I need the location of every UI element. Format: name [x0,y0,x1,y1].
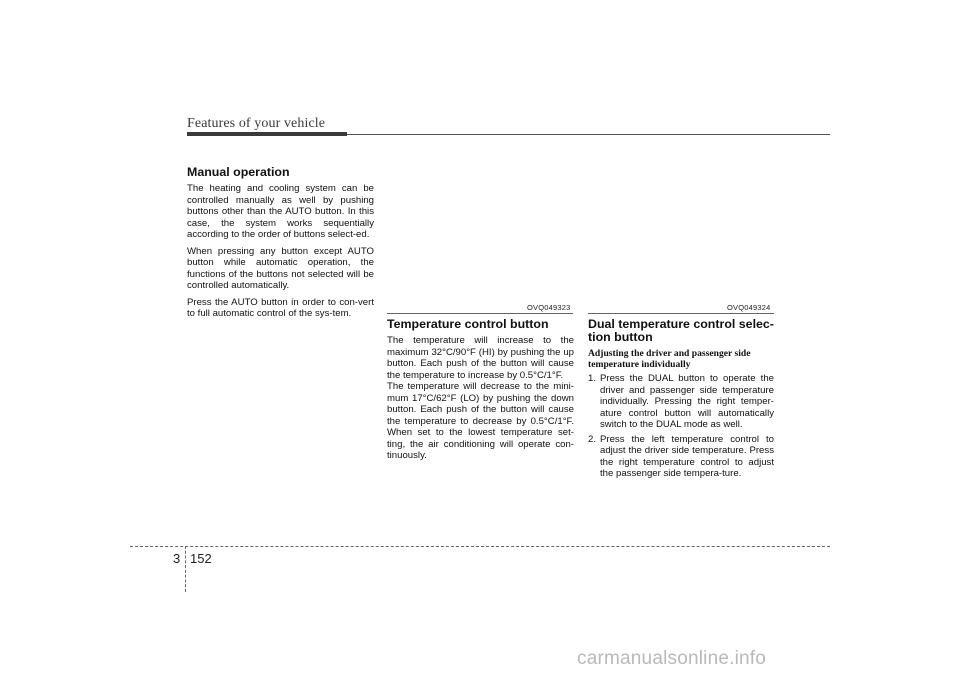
list-item-number: 2. [588,433,597,445]
figure-rule [387,313,573,314]
header-rule [347,134,830,135]
paragraph: Press the AUTO button in order to con-vert to full automatic control of the sys-tem. [187,296,374,319]
list-item-number: 1. [588,373,597,384]
heading-temperature-control: Temperature control button [387,317,549,331]
paragraph: When pressing any button except AUTO button while automatic operation, the functions of the buttons not selected will be controlled automatically. [187,245,374,291]
column-dual-temperature [588,318,774,483]
figure-code: OVQ049323 [527,303,571,312]
list-item [588,373,774,431]
column-manual-operation [187,166,374,325]
column-temperature-control [387,318,574,467]
paragraph: The temperature will increase to the maximum 32°C/90°F (HI) by pushing the up button. Each push of the button will cause the temperature to increase by 0.5°C/1°F. [387,335,574,381]
paragraph: The heating and cooling system can be controlled manually as well by pushing buttons other than the AUTO button. In this case, the system works sequentially according to the order of buttons select-ed. [187,183,374,240]
header-rule-accent [187,132,347,136]
heading-dual-temperature: Dual temperature control selec-tion button [588,317,774,344]
list-item-text: Press the left temperature control to adjust the driver side temperature. Press the right temperature control to adjust the passenger side tempera-ture. [600,433,774,479]
heading-manual-operation: Manual operation [187,165,290,179]
chapter-number: 3 [173,551,181,566]
list-item [588,434,774,480]
page-number: 152 [190,551,212,566]
subheading-adjusting: Adjusting the driver and passenger side temperature individually [588,348,751,370]
figure-rule [588,313,774,314]
watermark: carmanualsonline.info [577,648,767,669]
figure-code: OVQ049324 [727,303,771,312]
list-item-text: Press the DUAL button to operate the driver and passenger side temperature individually. Pressing the right temper-ature control button will automatically switch to the DUAL mode as well. [600,373,774,430]
steps-list [588,373,774,480]
footer-divider [185,546,186,592]
footer-rule [130,546,830,547]
paragraph: The temperature will decrease to the mini-mum 17°C/62°F (LO) by pushing the down button. Each push of the button will cause the temperature to decrease by 0.5°C/1°F. When set to the lowest temperature set-ting, the air conditioning will operate con-tinuously. [387,381,574,461]
section-title: Features of your vehicle [187,116,326,131]
